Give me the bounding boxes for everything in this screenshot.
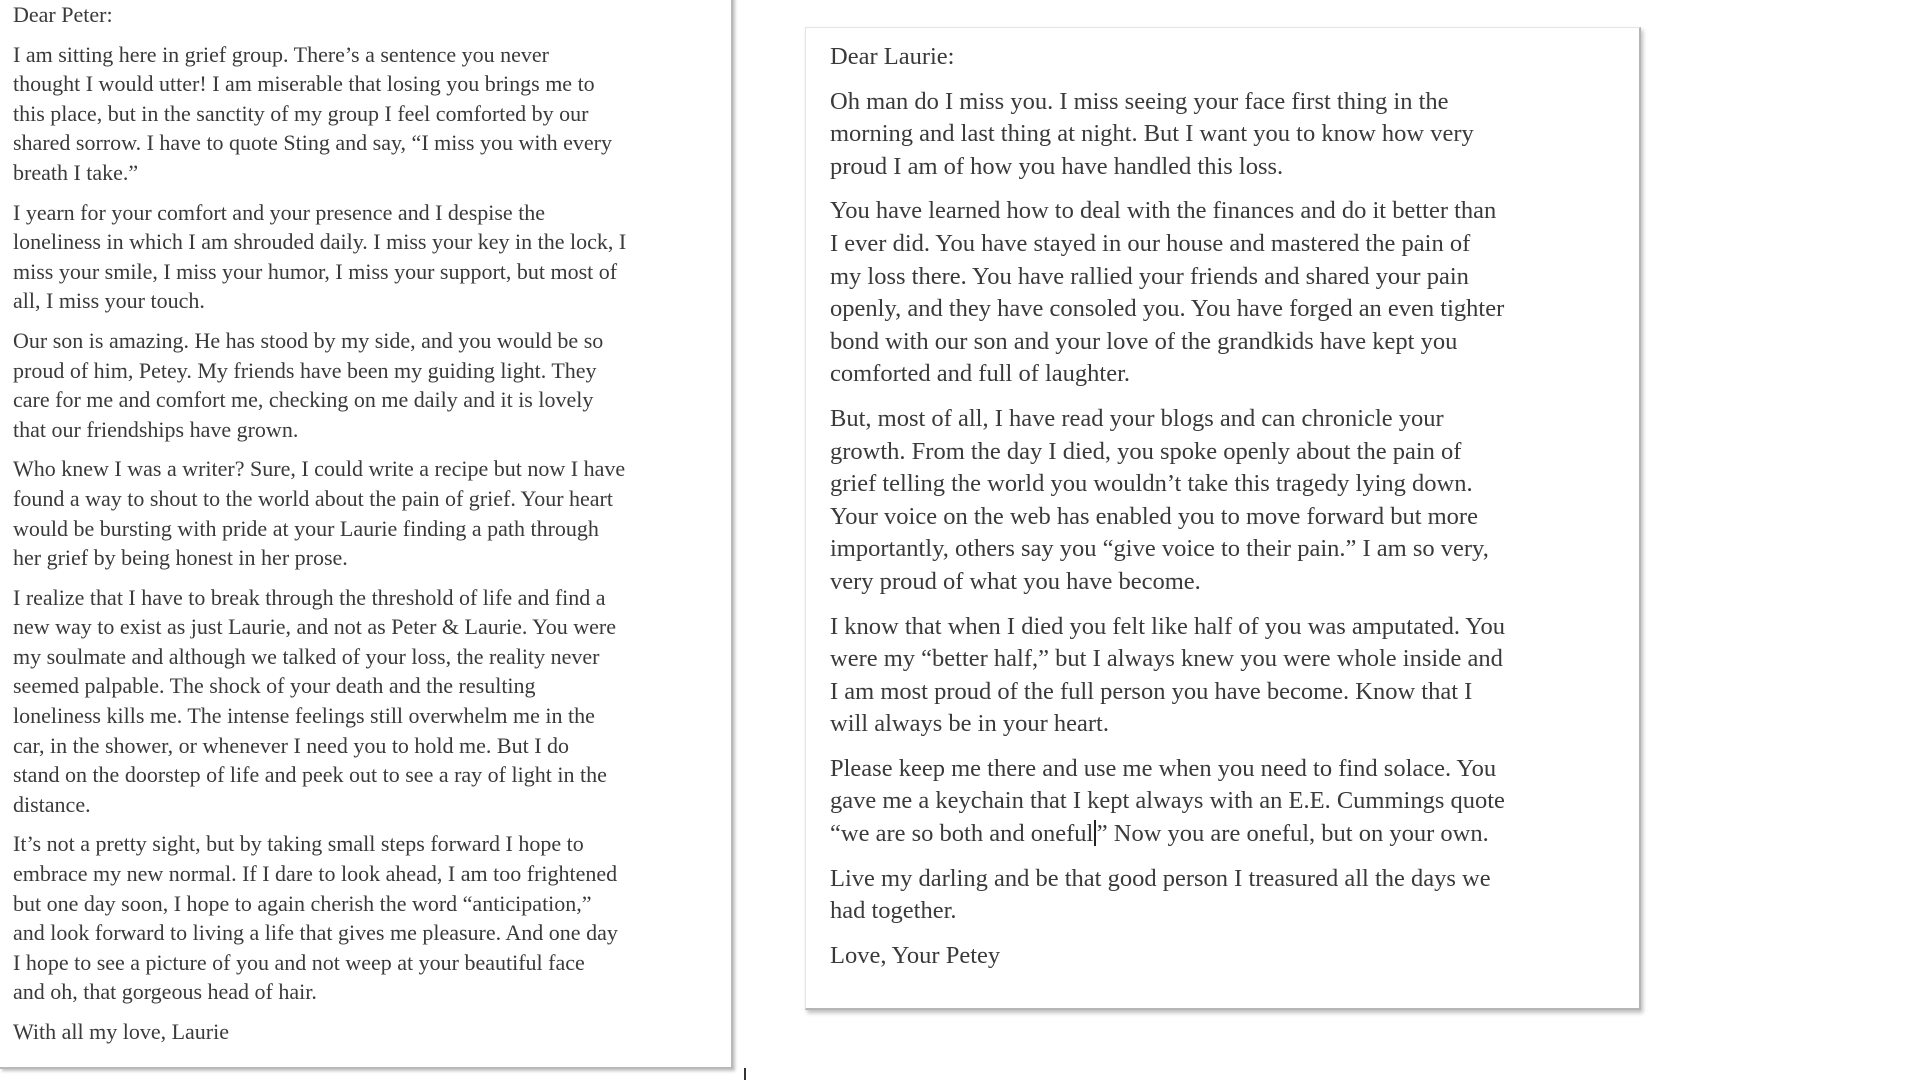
paragraph-keychain-tail <box>830 818 1505 851</box>
text-line: were my “better half,” but I always knew you were whole inside and <box>830 645 1503 673</box>
text-line: loneliness in which I am shrouded daily. I miss your key in the lock, I <box>13 229 627 255</box>
text-line: It’s not a pretty sight, but by taking small steps forward I hope to <box>13 831 584 857</box>
text-line: loneliness kills me. The intense feelings still overwhelm me in the <box>13 703 595 729</box>
text-line: and look forward to living a life that gives me pleasure. And one day <box>13 920 618 946</box>
text-line: will always be in your heart. <box>830 710 1109 738</box>
text-line: her grief by being honest in her prose. <box>13 545 348 571</box>
text-line: stand on the doorstep of life and peek out to see a ray of light in the <box>13 762 607 788</box>
text-line: that our friendships have grown. <box>13 416 299 442</box>
text-line: importantly, others say you “give voice to their pain.” I am so very, <box>830 535 1489 563</box>
text-line: and oh, that gorgeous head of hair. <box>13 979 317 1005</box>
text-cursor-mark <box>744 1068 746 1080</box>
right-letter-page <box>805 27 1641 1010</box>
text-line: You have learned how to deal with the finances and do it better than <box>830 197 1497 225</box>
text-line: new way to exist as just Laurie, and not as Peter & Laurie. You were <box>13 614 617 640</box>
paragraph <box>830 195 1505 391</box>
text-line: comforted and full of laughter. <box>830 360 1131 388</box>
text-line: I yearn for your comfort and your presence and I despise the <box>13 199 546 225</box>
text-line: morning and last thing at night. But I want you to know how very <box>830 120 1474 148</box>
text-line <box>830 818 1505 851</box>
text-line: proud of him, Petey. My friends have been my guiding light. They <box>13 357 597 383</box>
text-line: bond with our son and your love of the grandkids have kept you <box>830 327 1458 355</box>
letter-dear-laurie <box>830 41 1505 984</box>
text-cursor <box>1094 820 1096 846</box>
paragraph <box>830 863 1505 928</box>
text-line: Your voice on the web has enabled you to move forward but more <box>830 502 1478 530</box>
text-line: gave me a keychain that I kept always with an E.E. Cummings quote <box>830 787 1505 815</box>
left-letter-page <box>0 0 733 1069</box>
closing: With all my love, Laurie <box>13 1019 229 1044</box>
text-line: I am sitting here in grief group. There’s a sentence you never <box>13 41 549 67</box>
text-line: proud I am of how you have handled this loss. <box>830 152 1284 180</box>
paragraph <box>830 611 1505 741</box>
text-line: breath I take.” <box>13 159 139 185</box>
text-line: seemed palpable. The shock of your death and the resulting <box>13 673 536 699</box>
salutation: Dear Peter: <box>13 2 113 27</box>
text-line: grief telling the world you wouldn’t take this tragedy lying down. <box>830 470 1473 498</box>
text-line: my loss there. You have rallied your friends and shared your pain <box>830 262 1469 290</box>
text-line: distance. <box>13 791 91 817</box>
text-line: I hope to see a picture of you and not weep at your beautiful face <box>13 949 585 975</box>
letter-dear-peter <box>13 0 626 1057</box>
letter-body <box>830 86 1505 818</box>
letter-body <box>13 40 626 1007</box>
text-after-cursor: ” Now you are oneful, but on your own. <box>1096 820 1489 848</box>
text-line: growth. From the day I died, you spoke openly about the pain of <box>830 437 1462 465</box>
text-line: thought I would utter! I am miserable that losing you brings me to <box>13 71 595 97</box>
paragraph <box>13 40 626 188</box>
paragraph <box>830 753 1505 818</box>
text-line: would be bursting with pride at your Laurie finding a path through <box>13 515 599 541</box>
paragraph <box>830 403 1505 599</box>
text-line: miss your smile, I miss your humor, I miss your support, but most of <box>13 258 618 284</box>
text-line: this place, but in the sanctity of my group I feel comforted by our <box>13 100 589 126</box>
text-line: I realize that I have to break through the threshold of life and find a <box>13 584 606 610</box>
text-line: very proud of what you have become. <box>830 567 1201 595</box>
text-line: Oh man do I miss you. I miss seeing your face first thing in the <box>830 87 1449 115</box>
text-before-cursor: “we are so both and oneful <box>830 820 1094 848</box>
text-line: But, most of all, I have read your blogs and can chronicle your <box>830 404 1444 432</box>
paragraph <box>830 86 1505 184</box>
text-line: I ever did. You have stayed in our house and mastered the pain of <box>830 229 1471 257</box>
text-line: Who knew I was a writer? Sure, I could write a recipe but now I have <box>13 456 626 482</box>
text-line: Live my darling and be that good person I treasured all the days we <box>830 864 1491 892</box>
paragraph <box>13 326 626 444</box>
paragraph <box>13 583 626 820</box>
text-line: my soulmate and although we talked of your loss, the reality never <box>13 643 600 669</box>
text-line: all, I miss your touch. <box>13 288 205 314</box>
paragraph <box>13 829 626 1007</box>
text-line: shared sorrow. I have to quote Sting and say, “I miss you with every <box>13 130 612 156</box>
text-line: Our son is amazing. He has stood by my side, and you would be so <box>13 327 604 353</box>
text-line: Please keep me there and use me when you need to find solace. You <box>830 754 1497 782</box>
text-line: I am most proud of the full person you have become. Know that I <box>830 677 1473 705</box>
paragraph <box>13 454 626 572</box>
text-line: found a way to shout to the world about the pain of grief. Your heart <box>13 485 613 511</box>
text-line: embrace my new normal. If I dare to look ahead, I am too frightened <box>13 861 618 887</box>
text-line: I know that when I died you felt like half of you was amputated. You <box>830 612 1505 640</box>
paragraph <box>13 198 626 316</box>
closing: Love, Your Petey <box>830 941 1001 969</box>
text-line: openly, and they have consoled you. You have forged an even tighter <box>830 295 1505 323</box>
letter-body-end <box>830 863 1505 928</box>
text-line: had together. <box>830 897 957 925</box>
salutation: Dear Laurie: <box>830 43 955 70</box>
text-line: but one day soon, I hope to again cherish the word “anticipation,” <box>13 890 592 916</box>
text-line: car, in the shower, or whenever I need you to hold me. But I do <box>13 732 570 758</box>
text-line: care for me and comfort me, checking on me daily and it is lovely <box>13 387 594 413</box>
